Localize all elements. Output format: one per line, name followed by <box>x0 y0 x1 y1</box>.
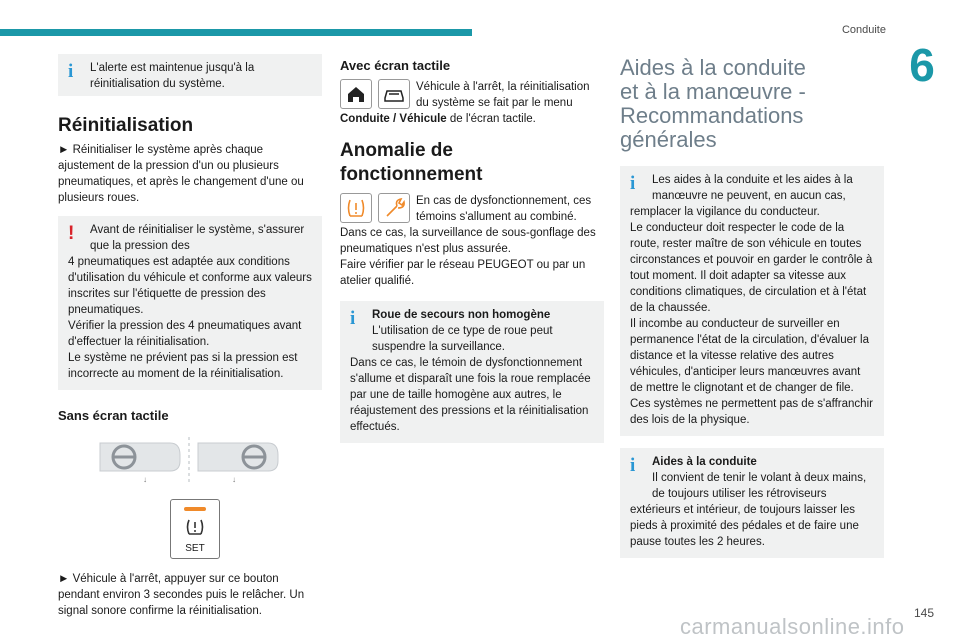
warning-box: ! Avant de réinitialiser le système, s'assurer que la pression des 4 pneumatiques est adaptée aux conditions d'utilisation du véhicule et conforme aux valeurs inscrites sur l'étiquette de pression des pneumatiques. Vérifier la pression des 4 pneumatiques avant d'effectuer la réinitialisation. Le système ne prévient pas si la pression est incorrecte au moment de la réinitialisation. <box>58 216 322 390</box>
reset-text: ► Réinitialiser le système après chaque ajustement de la pression d'un ou plusieurs pneumatiques, et après le changement d'une ou plusieurs roues. <box>58 144 304 204</box>
driving-aids-title: Aides à la conduite <box>652 456 757 468</box>
spare-wheel-box: i Roue de secours non homogène L'utilisation de ce type de roue peut suspendre la surveillance. Dans ce cas, le témoin de dysfonctionnement s'allume et disparaît une fois la roue remplacée par une de taille homogène aux autres, le réajustement des pressions et la réinitialisation effectués. <box>340 301 604 443</box>
spare-title: Roue de secours non homogène <box>372 309 551 321</box>
chapter-label: Conduite <box>841 24 886 36</box>
home-icon <box>340 79 372 109</box>
warning-icon: ! <box>68 223 75 244</box>
set-button-illustration <box>170 499 220 559</box>
info-icon: i <box>68 61 74 82</box>
svg-text:↓: ↓ <box>232 475 236 484</box>
malfunction-text-3: Faire vérifier par le réseau PEUGEOT ou par un atelier qualifié. <box>340 259 586 287</box>
svg-text:↓: ↓ <box>143 475 147 484</box>
malfunction-text-2: Dans ce cas, la surveillance de sous-gonflage des pneumatiques n'est plus assurée. <box>340 227 596 255</box>
column-right <box>620 54 884 558</box>
info-icon: i <box>630 173 636 194</box>
page-number: 145 <box>913 606 934 620</box>
malfunction-title: Anomalie de fonctionnement <box>340 140 483 185</box>
driving-aids-box: i Aides à la conduite Il convient de tenir le volant à deux mains, de toujours utiliser les rétroviseurs extérieurs et intérieur, de toujours laisser les pieds à proximité des pédales et de faire une pause toutes les 2 heures. <box>620 448 884 558</box>
recommendations-box: i Les aides à la conduite et les aides à la manœuvre ne peuvent, en aucun cas, remplacer la vigilance du conducteur. Le conducteur doit respecter le code de la route, rester maître de son véhicule en toutes circonstances et pouvoir en garder le contrôle à tout moment. Il doit adapter sa vitesse aux conditions climatiques, de circulation et à l'état de la chaussée. Il incombe au conducteur de surveiller en permanence l'état de la circulation, d'évaluer la distance et la vitesse relative des autres véhicules, d'anticiper leurs manœuvres avant de mettre le clignotant et de changer de file. Ces systèmes ne permettent pas de s'affranchir des lois de la physique. <box>620 166 884 436</box>
tire-warning-icon <box>340 193 372 223</box>
tire-pressure-icon <box>185 517 205 537</box>
no-touch-title: Sans écran tactile <box>58 408 169 423</box>
chapter-number: 6 <box>909 39 935 91</box>
top-accent-bar <box>0 29 472 36</box>
no-touch-text: ► Véhicule à l'arrêt, appuyer sur ce bouton pendant environ 3 secondes puis le relâcher. Un signal sonore confirme la réinitialisation. <box>58 573 305 617</box>
set-label: SET <box>185 543 205 554</box>
reset-title: Réinitialisation <box>58 115 194 136</box>
car-icon <box>378 79 410 109</box>
section-title: Aides à la conduite et à la manœuvre - Recommandations générales <box>620 55 806 152</box>
touch-text: Véhicule à l'arrêt, la réinitialisation du système se fait par le menu <box>416 81 590 109</box>
dashboard-illustration <box>58 435 322 485</box>
info-icon: i <box>630 455 636 476</box>
info-icon: i <box>350 308 356 329</box>
column-left <box>58 54 322 619</box>
malfunction-text-1: En cas de dysfonctionnement, ces témoins s'allument au combiné. <box>416 195 592 223</box>
touch-title: Avec écran tactile <box>340 58 451 73</box>
wrench-icon <box>378 193 410 223</box>
info-box-alert: i L'alerte est maintenue jusqu'à la réinitialisation du système. <box>58 54 322 96</box>
watermark: carmanualsonline.info <box>680 614 905 639</box>
touch-menu: Conduite / Véhicule <box>340 113 447 125</box>
column-middle: Avec écran tactile Véhicule à l'arrêt, la réinitialisation du système se fait par le menu Conduite / Véhicule de l'écran tactile. Anomalie de fonctionnement En cas de dysfonctionnement, ces témoins s'allument au combiné. Dans ce cas, la surveillance de sous-gonflage des pneumatiques n'est plus assurée. Faire vérifier par le réseau PEUGEOT ou par un atelier qualifié. i Roue de secours non homogène L'utilisation de ce type de roue peut suspendre la surveillance. Dans ce cas, le témoin de dysfonctionnement s'allume et disparaît une fois la roue remplacée par une de taille homogène aux autres, le réajustement des pressions et la réinitialisation effectués. <box>340 54 604 443</box>
